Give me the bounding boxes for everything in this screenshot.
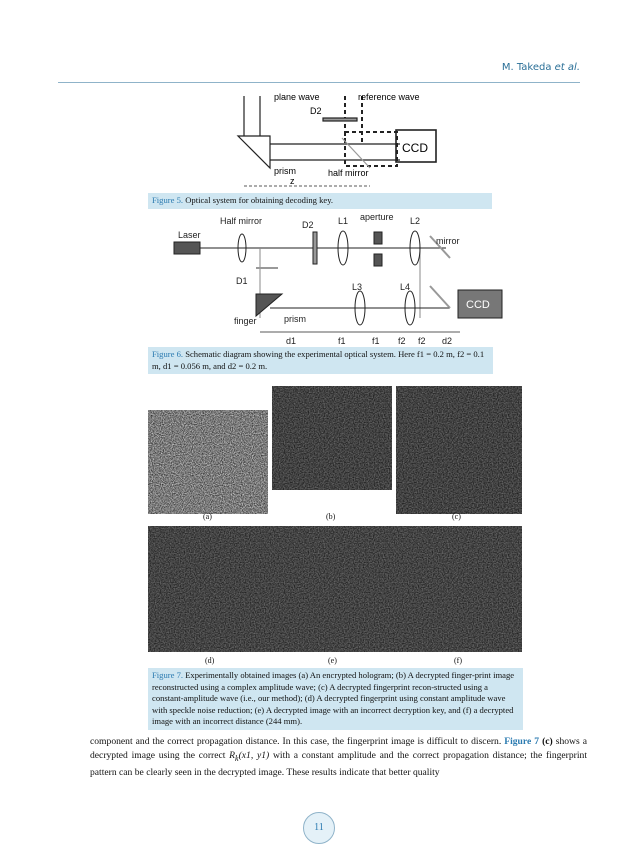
figure7-caption [148,668,523,730]
figure7-panel-b-image [272,386,392,490]
figure7-panel-c-image [396,386,522,514]
label-ccd-6: CCD [466,299,490,311]
figure7-ref-link[interactable]: Figure 7 [504,736,540,747]
label-finger: finger [234,316,257,326]
dim-f2a: f2 [398,336,406,346]
label-l2: L2 [410,216,421,226]
label-half-mirror: half mirror [328,168,369,178]
figure5-caption-label: Figure 5. [152,195,184,205]
label-prism: prism [274,166,296,176]
figure6-caption [148,347,493,374]
laser-box [174,242,200,254]
body-paragraph [90,735,587,780]
dim-f1a: f1 [338,336,346,346]
label-laser: Laser [178,230,201,240]
label-reference-wave: reference wave [358,92,420,102]
figure7-caption-text: Experimentally obtained images (a) An encrypted hologram; (b) A decrypted finger-print image reconstructed using a complex amplitude wave; (c) A decrypted fingerprint recon-structed using a constant-amplitude wave (i.e., our method); (d) A decrypted fingerprint using constant amplitude wave with speckle noise reduction; (e) A decrypted image with an incorrect decryption key, and (f) a decrypted image with an incorrect distance (244 mm). [152,670,515,726]
header-etal: et al. [554,62,580,73]
label-half-mirror-6: Half mirror [220,216,262,226]
label-z: z [290,176,295,186]
figure7-label-a: (a) [203,512,212,521]
figure7-panel-f-image [396,526,522,652]
label-l4: L4 [400,282,411,292]
figure7-label-e: (e) [328,656,337,665]
label-l1: L1 [338,216,349,226]
dim-d2: d2 [442,336,453,346]
dim-f2b: f2 [418,336,426,346]
header-author: M. Takeda [501,62,552,73]
label-d2: D2 [310,106,322,116]
figure7c-ref: (c) [542,736,553,747]
label-mirror: mirror [436,236,460,246]
figure7-panel-a-image [148,410,268,514]
figure6-diagram [160,208,520,348]
label-plane-wave: plane wave [274,92,320,102]
figure6-caption-label: Figure 6. [152,349,184,359]
label-ccd: CCD [402,141,428,155]
figure5-caption-text: Optical system for obtaining decoding key. [185,195,334,205]
figure7-label-d: (d) [205,656,215,665]
math-symbol: $R_k(x1$, y1) [229,750,270,763]
figure5-prism-shape [238,136,270,168]
figure7-label-c: (c) [452,512,461,521]
body-line3: distance; the fingerprint pattern can be clearly seen in the decrypted image. These results indicate that better quality [90,750,587,778]
figure7-label-f: (f) [454,656,462,665]
label-d1: D1 [236,276,248,286]
label-d2-6: D2 [302,220,314,230]
body-line2-post: with a constant amplitude and the correct propagation [272,750,489,761]
figure7-panel-e-image [272,526,396,652]
figure7-label-b: (b) [326,512,336,521]
body-line2-pre: shows a decrypted image using the correct [90,736,587,761]
dim-d1: d1 [286,336,297,346]
page-number: 11 [303,812,335,844]
header-rule [58,82,580,83]
dim-f1b: f1 [372,336,380,346]
figure6-caption-text: Schematic diagram showing the experimental optical system. Here f1 = 0.2 m, f2 = 0.1 m, d1 = 0.056 m, and d2 = 0.2 m. [152,349,485,371]
running-header [502,62,580,73]
label-prism-6: prism [284,314,306,324]
figure7-caption-label: Figure 7. [152,670,184,680]
label-aperture: aperture [360,212,394,222]
label-l3: L3 [352,282,363,292]
figure5-caption [148,193,492,209]
figure5-diagram [230,88,450,196]
figure7-panel-d-image [148,526,272,652]
body-line1: component and the correct propagation distance. In this case, the fingerprint image is difficult to discern. [90,736,502,747]
